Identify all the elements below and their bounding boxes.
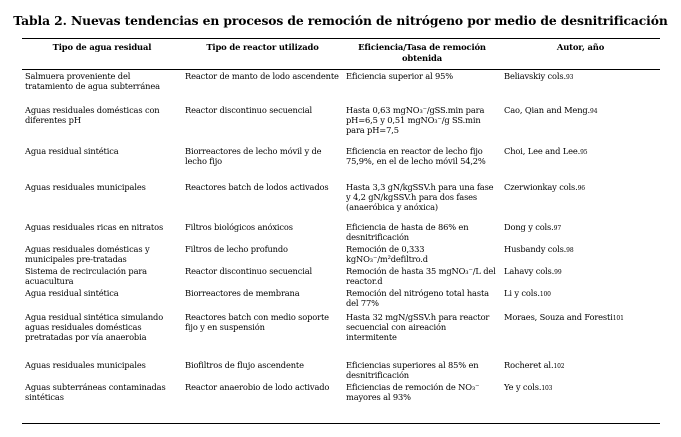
author-name: Ye y cols. [504,382,542,392]
table-row [22,71,660,103]
cell-efficiency: Eficiencias de remoción de NO₃⁻ mayores al 93% [346,382,480,402]
table-row [22,144,660,180]
cell-author [501,382,660,408]
cell-reactor: Biorreactores de membrana [185,288,300,298]
cell-reactor: Reactor discontinuo secuencial [185,105,313,115]
cell-author [501,222,660,244]
cell-water-type: Agua residual sintética simulando aguas residuales domésticas pretratadas por vía anaerobia [25,312,164,342]
cell-efficiency: Eficiencia en reactor de lecho fijo 75,9%, en el de lecho móvil 54,2% [346,146,486,166]
cell-efficiency: Eficiencia de hasta de 86% en desnitrificación [346,222,469,242]
cell-water-type: Aguas residuales ricas en nitratos [25,222,164,232]
author-name: Rocheret al. [504,360,554,370]
author-ref: 97 [553,225,561,232]
cell-author [501,144,660,180]
author-name: Li y cols. [504,288,540,298]
cell-water-type: Salmuera proveniente del tratamiento de agua subterránea [25,71,160,91]
table-row [22,266,660,288]
cell-water-type: Agua residual sintética [25,288,119,298]
cell-water-type: Aguas residuales municipales [25,360,146,370]
table-row [22,103,660,144]
cell-reactor: Filtros de lecho profundo [185,244,288,254]
cell-efficiency: Remoción de hasta 35 mgNO₃⁻/L del reactor.d [346,266,496,286]
cell-reactor: Biofiltros de flujo ascendente [185,360,304,370]
author-name: Dong y cols. [504,222,554,232]
table-row [22,360,660,382]
cell-reactor: Biorreactores de lecho móvil y de lecho fijo [185,146,322,166]
cell-author [501,103,660,144]
author-ref: 102 [553,363,565,370]
cell-reactor: Reactores batch con medio soporte fijo y en suspensión [185,312,329,332]
table-top-rule [22,38,660,39]
cell-reactor: Reactor anaerobio de lodo activado [185,382,330,392]
cell-efficiency: Hasta 0,63 mgNO₃⁻/gSS.min para pH=6,5 y 0,51 mgNO₃⁻/g SS.min para pH=7,5 [346,105,485,135]
cell-efficiency: Hasta 3,3 gN/kgSSV.h para una fase y 4,2 gN/kgSSV.h para dos fases (anaeróbica y anóxica) [346,182,494,212]
cell-author [501,310,660,360]
cell-water-type: Aguas residuales domésticas con diferentes pH [25,105,160,125]
author-name: Cao, Qian and Meng. [504,105,591,115]
table-row [22,180,660,222]
cell-efficiency: Remoción del nitrógeno total hasta del 77% [346,288,489,308]
cell-author [501,244,660,266]
cell-reactor: Reactor discontinuo secuencial [185,266,313,276]
cell-reactor: Reactor de manto de lodo ascendente [185,71,339,81]
table-row [22,310,660,360]
author-ref: 100 [539,291,551,298]
author-name: Choi, Lee and Lee. [504,146,581,156]
author-ref: 96 [577,185,585,192]
author-ref: 99 [554,269,562,276]
cell-water-type: Aguas residuales domésticas y municipales pre-tratadas [25,244,150,264]
cell-water-type: Sistema de recirculación para acuacultura [25,266,147,286]
header-author-year: Autor, año [556,42,605,52]
author-ref: 103 [541,385,553,392]
header-water-type: Tipo de agua residual [52,42,152,52]
cell-efficiency: Hasta 32 mgN/gSSV.h para reactor secuencial con aireación intermitente [346,312,490,342]
cell-water-type: Agua residual sintética [25,146,119,156]
table-caption: Tabla 2. Nuevas tendencias en procesos de remoción de nitrógeno por medio de desnitrificación [13,13,668,28]
table-row [22,382,660,408]
header-reactor-type: Tipo de reactor utilizado [206,42,319,52]
denitrification-table [22,40,660,408]
cell-water-type: Aguas subterráneas contaminadas sintéticas [25,382,166,402]
table-bottom-rule [22,423,660,424]
cell-author [501,71,660,103]
cell-efficiency: Eficiencias superiores al 85% en desnitrificación [346,360,479,380]
cell-efficiency: Remoción de 0,333 kgNO₃⁻/m²defiltro.d [346,244,428,264]
cell-author [501,360,660,382]
author-name: Lahavy cols. [504,266,555,276]
author-ref: 93 [566,74,574,81]
author-name: Beliavskiy cols. [504,71,567,81]
cell-reactor: Filtros biológicos anóxicos [185,222,293,232]
table-row [22,244,660,266]
cell-author [501,266,660,288]
cell-author [501,180,660,222]
author-name: Husbandy cols. [504,244,567,254]
header-efficiency: Eficiencia/Tasa de remoción obtenida [358,42,486,63]
table-row [22,222,660,244]
cell-author [501,288,660,310]
author-name: Moraes, Souza and Foresti [504,312,613,322]
author-name: Czerwionkay cols. [504,182,578,192]
cell-efficiency: Eficiencia superior al 95% [346,71,454,81]
author-ref: 95 [580,149,588,156]
table-header-row [22,40,660,71]
cell-water-type: Aguas residuales municipales [25,182,146,192]
author-ref: 98 [566,247,574,254]
table-row [22,288,660,310]
author-ref: 101 [612,315,624,322]
cell-reactor: Reactores batch de lodos activados [185,182,329,192]
author-ref: 94 [590,108,598,115]
